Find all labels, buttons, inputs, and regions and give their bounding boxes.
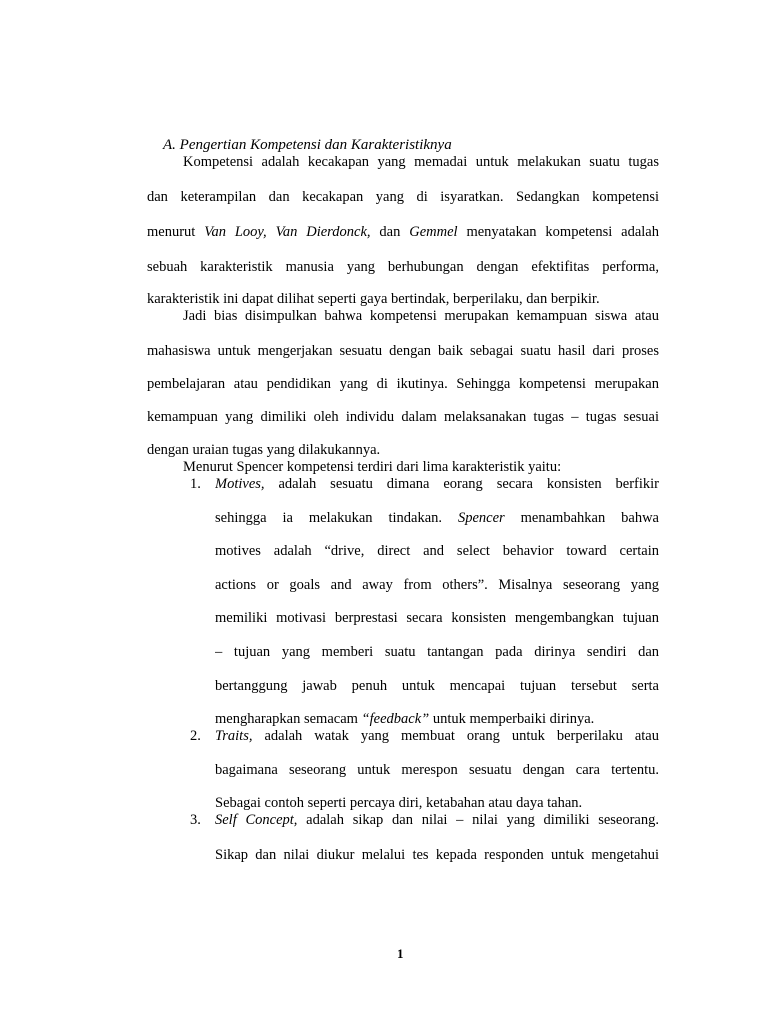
list-line: bertanggung jawab penuh untuk mencapai tujuan tersebut serta: [215, 678, 659, 694]
body-line: dan keterampilan dan kecakapan yang di isyaratkan. Sedangkan kompetensi: [147, 189, 659, 205]
list-line: bagaimana seseorang untuk merespon sesuatu dengan cara tertentu.: [215, 762, 659, 778]
list-line: motives adalah “drive, direct and select behavior toward certain: [215, 543, 659, 559]
list-line: – tujuan yang memberi suatu tantangan pada dirinya sendiri dan: [215, 644, 659, 660]
body-line: mahasiswa untuk mengerjakan sesuatu dengan baik sebagai suatu hasil dari proses: [147, 343, 659, 359]
body-line: sebuah karakteristik manusia yang berhubungan dengan efektifitas performa,: [147, 259, 659, 275]
list-line: Sikap dan nilai diukur melalui tes kepada responden untuk mengetahui: [215, 847, 659, 863]
section-heading: A. Pengertian Kompetensi dan Karakteristiknya: [163, 137, 452, 153]
list-number: 3.: [190, 812, 201, 828]
list-line: sehingga ia melakukan tindakan. Spencer menambahkan bahwa: [215, 510, 659, 526]
list-number: 2.: [190, 728, 201, 744]
list-line: Traits, adalah watak yang membuat orang untuk berperilaku atau: [215, 728, 659, 744]
body-line: Jadi bias disimpulkan bahwa kompetensi merupakan kemampuan siswa atau: [183, 308, 659, 324]
list-line: Sebagai contoh seperti percaya diri, ketabahan atau daya tahan.: [215, 795, 583, 811]
body-line: Menurut Spencer kompetensi terdiri dari lima karakteristik yaitu:: [183, 459, 562, 475]
body-line: menurut Van Looy, Van Dierdonck, dan Gemmel menyatakan kompetensi adalah: [147, 224, 659, 240]
page-number: 1: [397, 946, 404, 961]
list-line: Motives, adalah sesuatu dimana eorang secara konsisten berfikir: [215, 476, 659, 492]
list-line: Self Concept, adalah sikap dan nilai – nilai yang dimiliki seseorang.: [215, 812, 659, 828]
body-line: dengan uraian tugas yang dilakukannya.: [147, 442, 381, 458]
body-line: karakteristik ini dapat dilihat seperti gaya bertindak, berperilaku, dan berpikir.: [147, 291, 600, 307]
list-line: mengharapkan semacam “feedback” untuk memperbaiki dirinya.: [215, 711, 595, 727]
list-line: actions or goals and away from others”. Misalnya seseorang yang: [215, 577, 659, 593]
list-line: memiliki motivasi berprestasi secara konsisten mengembangkan tujuan: [215, 610, 659, 626]
body-line: kemampuan yang dimiliki oleh individu dalam melaksanakan tugas – tugas sesuai: [147, 409, 659, 425]
body-line: pembelajaran atau pendidikan yang di ikutinya. Sehingga kompetensi merupakan: [147, 376, 659, 392]
body-line: Kompetensi adalah kecakapan yang memadai untuk melakukan suatu tugas: [183, 154, 659, 170]
list-number: 1.: [190, 476, 201, 492]
